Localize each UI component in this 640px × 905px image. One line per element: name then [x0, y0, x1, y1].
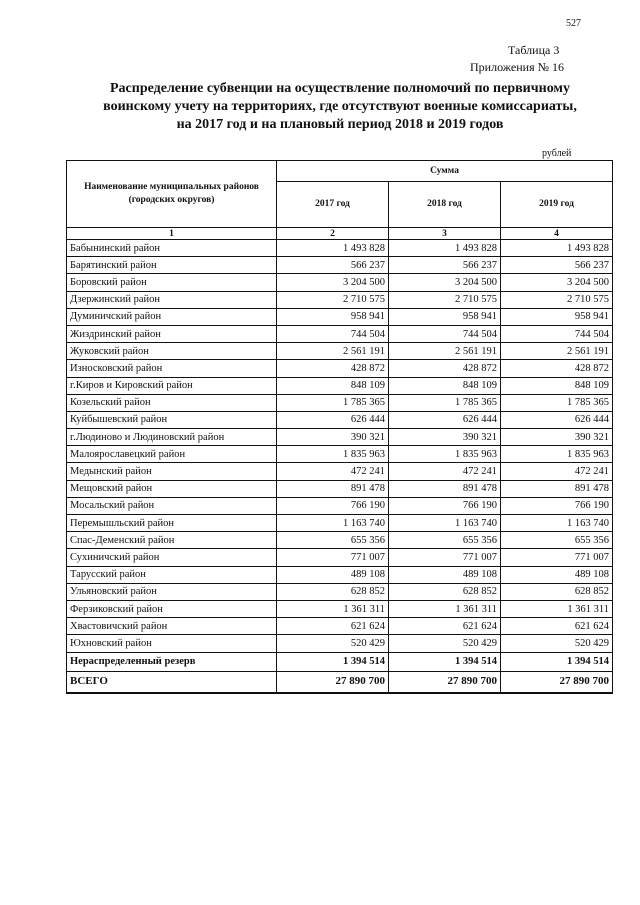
- value-2017: 2 710 575: [277, 291, 389, 308]
- annex-block: [470, 42, 606, 76]
- total-2019: 27 890 700: [501, 671, 613, 693]
- district-name: Перемышльский район: [67, 515, 277, 532]
- table-row: [67, 549, 613, 566]
- value-2018: 1 493 828: [389, 240, 501, 257]
- value-2019: 744 504: [501, 325, 613, 342]
- header-year-2019: 2019 год: [501, 182, 613, 228]
- value-2017: 958 941: [277, 308, 389, 325]
- table-row: [67, 635, 613, 652]
- value-2019: 891 478: [501, 480, 613, 497]
- district-name: Боровский район: [67, 274, 277, 291]
- value-2019: 2 561 191: [501, 343, 613, 360]
- value-2019: 1 361 311: [501, 600, 613, 617]
- district-name: Тарусский район: [67, 566, 277, 583]
- value-2018: 428 872: [389, 360, 501, 377]
- value-2017: 771 007: [277, 549, 389, 566]
- district-name: Ферзиковский район: [67, 600, 277, 617]
- value-2018: 2 710 575: [389, 291, 501, 308]
- value-2019: 848 109: [501, 377, 613, 394]
- district-name: Барятинский район: [67, 257, 277, 274]
- table-row: [67, 618, 613, 635]
- value-2018: 472 241: [389, 463, 501, 480]
- column-number: 2: [277, 228, 389, 240]
- value-2017: 1 163 740: [277, 515, 389, 532]
- table-row: [67, 394, 613, 411]
- table-row: [67, 257, 613, 274]
- value-2018: 766 190: [389, 497, 501, 514]
- value-2019: 766 190: [501, 497, 613, 514]
- value-2017: 621 624: [277, 618, 389, 635]
- reserve-2017: 1 394 514: [277, 652, 389, 671]
- district-name: г.Людиново и Людиновский район: [67, 429, 277, 446]
- district-name: Думиничский район: [67, 308, 277, 325]
- header-year-2017: 2017 год: [277, 182, 389, 228]
- district-name: Жуковский район: [67, 343, 277, 360]
- value-2018: 390 321: [389, 429, 501, 446]
- table-row: [67, 411, 613, 428]
- district-name: Медынский район: [67, 463, 277, 480]
- reserve-row: [67, 652, 613, 671]
- column-number: 4: [501, 228, 613, 240]
- value-2019: 771 007: [501, 549, 613, 566]
- value-2019: 489 108: [501, 566, 613, 583]
- value-2017: 766 190: [277, 497, 389, 514]
- table-row: [67, 240, 613, 257]
- value-2019: 1 785 365: [501, 394, 613, 411]
- value-2018: 1 361 311: [389, 600, 501, 617]
- table-row: [67, 291, 613, 308]
- value-2018: 1 163 740: [389, 515, 501, 532]
- district-name: Мещовский район: [67, 480, 277, 497]
- value-2018: 1 785 365: [389, 394, 501, 411]
- district-name: г.Киров и Кировский район: [67, 377, 277, 394]
- district-name: Мосальский район: [67, 497, 277, 514]
- value-2017: 1 785 365: [277, 394, 389, 411]
- value-2019: 1 163 740: [501, 515, 613, 532]
- table-row: [67, 583, 613, 600]
- table-row: [67, 497, 613, 514]
- total-2018: 27 890 700: [389, 671, 501, 693]
- total-row: [67, 671, 613, 693]
- appendix-label: Приложения № 16: [470, 60, 565, 74]
- value-2017: 3 204 500: [277, 274, 389, 291]
- value-2018: 621 624: [389, 618, 501, 635]
- table-row: [67, 532, 613, 549]
- page-number: 527: [566, 18, 581, 29]
- value-2019: 428 872: [501, 360, 613, 377]
- table-row: [67, 429, 613, 446]
- table-label: Таблица 3: [508, 43, 560, 57]
- table-row: [67, 274, 613, 291]
- value-2019: 1 835 963: [501, 446, 613, 463]
- value-2018: 2 561 191: [389, 343, 501, 360]
- district-name: Малоярославецкий район: [67, 446, 277, 463]
- district-name: Юхновский район: [67, 635, 277, 652]
- document-title: [60, 80, 620, 134]
- subvention-table: [66, 160, 613, 694]
- table-row: [67, 308, 613, 325]
- header-sum: Сумма: [277, 161, 613, 182]
- column-number: 1: [67, 228, 277, 240]
- title-line-2: воинскому учету на территориях, где отсутствуют военные комиссариаты,: [103, 99, 577, 114]
- table-row: [67, 325, 613, 342]
- value-2017: 848 109: [277, 377, 389, 394]
- table-row: [67, 566, 613, 583]
- value-2017: 1 493 828: [277, 240, 389, 257]
- value-2019: 628 852: [501, 583, 613, 600]
- value-2017: 390 321: [277, 429, 389, 446]
- value-2017: 891 478: [277, 480, 389, 497]
- value-2017: 428 872: [277, 360, 389, 377]
- value-2018: 626 444: [389, 411, 501, 428]
- value-2019: 472 241: [501, 463, 613, 480]
- table-row: [67, 343, 613, 360]
- value-2017: 472 241: [277, 463, 389, 480]
- district-name: Козельский район: [67, 394, 277, 411]
- value-2018: 3 204 500: [389, 274, 501, 291]
- value-2019: 655 356: [501, 532, 613, 549]
- header-name: Наименование муниципальных районов (городских округов): [67, 161, 277, 228]
- header-year-2018: 2018 год: [389, 182, 501, 228]
- value-2019: 566 237: [501, 257, 613, 274]
- district-name: Куйбышевский район: [67, 411, 277, 428]
- district-name: Спас-Деменский район: [67, 532, 277, 549]
- value-2017: 628 852: [277, 583, 389, 600]
- value-2018: 891 478: [389, 480, 501, 497]
- unit-label: рублей: [542, 148, 572, 159]
- title-line-3: на 2017 год и на плановый период 2018 и 2019 годов: [176, 117, 504, 132]
- total-name: ВСЕГО: [67, 671, 277, 693]
- table-row: [67, 446, 613, 463]
- value-2019: 3 204 500: [501, 274, 613, 291]
- table-row: [67, 600, 613, 617]
- value-2017: 1 361 311: [277, 600, 389, 617]
- table-row: [67, 480, 613, 497]
- value-2018: 566 237: [389, 257, 501, 274]
- district-name: Износковский район: [67, 360, 277, 377]
- value-2019: 621 624: [501, 618, 613, 635]
- table-row: [67, 360, 613, 377]
- value-2018: 1 835 963: [389, 446, 501, 463]
- table-row: [67, 377, 613, 394]
- value-2018: 958 941: [389, 308, 501, 325]
- title-line-1: Распределение субвенции на осуществление полномочий по первичному: [110, 81, 570, 96]
- value-2017: 655 356: [277, 532, 389, 549]
- value-2017: 489 108: [277, 566, 389, 583]
- value-2017: 1 835 963: [277, 446, 389, 463]
- value-2018: 489 108: [389, 566, 501, 583]
- value-2018: 628 852: [389, 583, 501, 600]
- value-2018: 848 109: [389, 377, 501, 394]
- value-2019: 626 444: [501, 411, 613, 428]
- total-2017: 27 890 700: [277, 671, 389, 693]
- reserve-2019: 1 394 514: [501, 652, 613, 671]
- reserve-2018: 1 394 514: [389, 652, 501, 671]
- district-name: Жиздринский район: [67, 325, 277, 342]
- reserve-name: Нераспределенный резерв: [67, 652, 277, 671]
- value-2019: 390 321: [501, 429, 613, 446]
- district-name: Бабынинский район: [67, 240, 277, 257]
- district-name: Дзержинский район: [67, 291, 277, 308]
- value-2018: 744 504: [389, 325, 501, 342]
- value-2019: 520 429: [501, 635, 613, 652]
- value-2018: 771 007: [389, 549, 501, 566]
- value-2017: 2 561 191: [277, 343, 389, 360]
- value-2018: 655 356: [389, 532, 501, 549]
- value-2017: 566 237: [277, 257, 389, 274]
- value-2019: 1 493 828: [501, 240, 613, 257]
- value-2018: 520 429: [389, 635, 501, 652]
- value-2017: 744 504: [277, 325, 389, 342]
- district-name: Хвастовичский район: [67, 618, 277, 635]
- value-2017: 626 444: [277, 411, 389, 428]
- value-2019: 2 710 575: [501, 291, 613, 308]
- district-name: Ульяновский район: [67, 583, 277, 600]
- column-number: 3: [389, 228, 501, 240]
- table-body: [67, 240, 613, 693]
- table-row: [67, 515, 613, 532]
- district-name: Сухиничский район: [67, 549, 277, 566]
- table-row: [67, 463, 613, 480]
- value-2019: 958 941: [501, 308, 613, 325]
- value-2017: 520 429: [277, 635, 389, 652]
